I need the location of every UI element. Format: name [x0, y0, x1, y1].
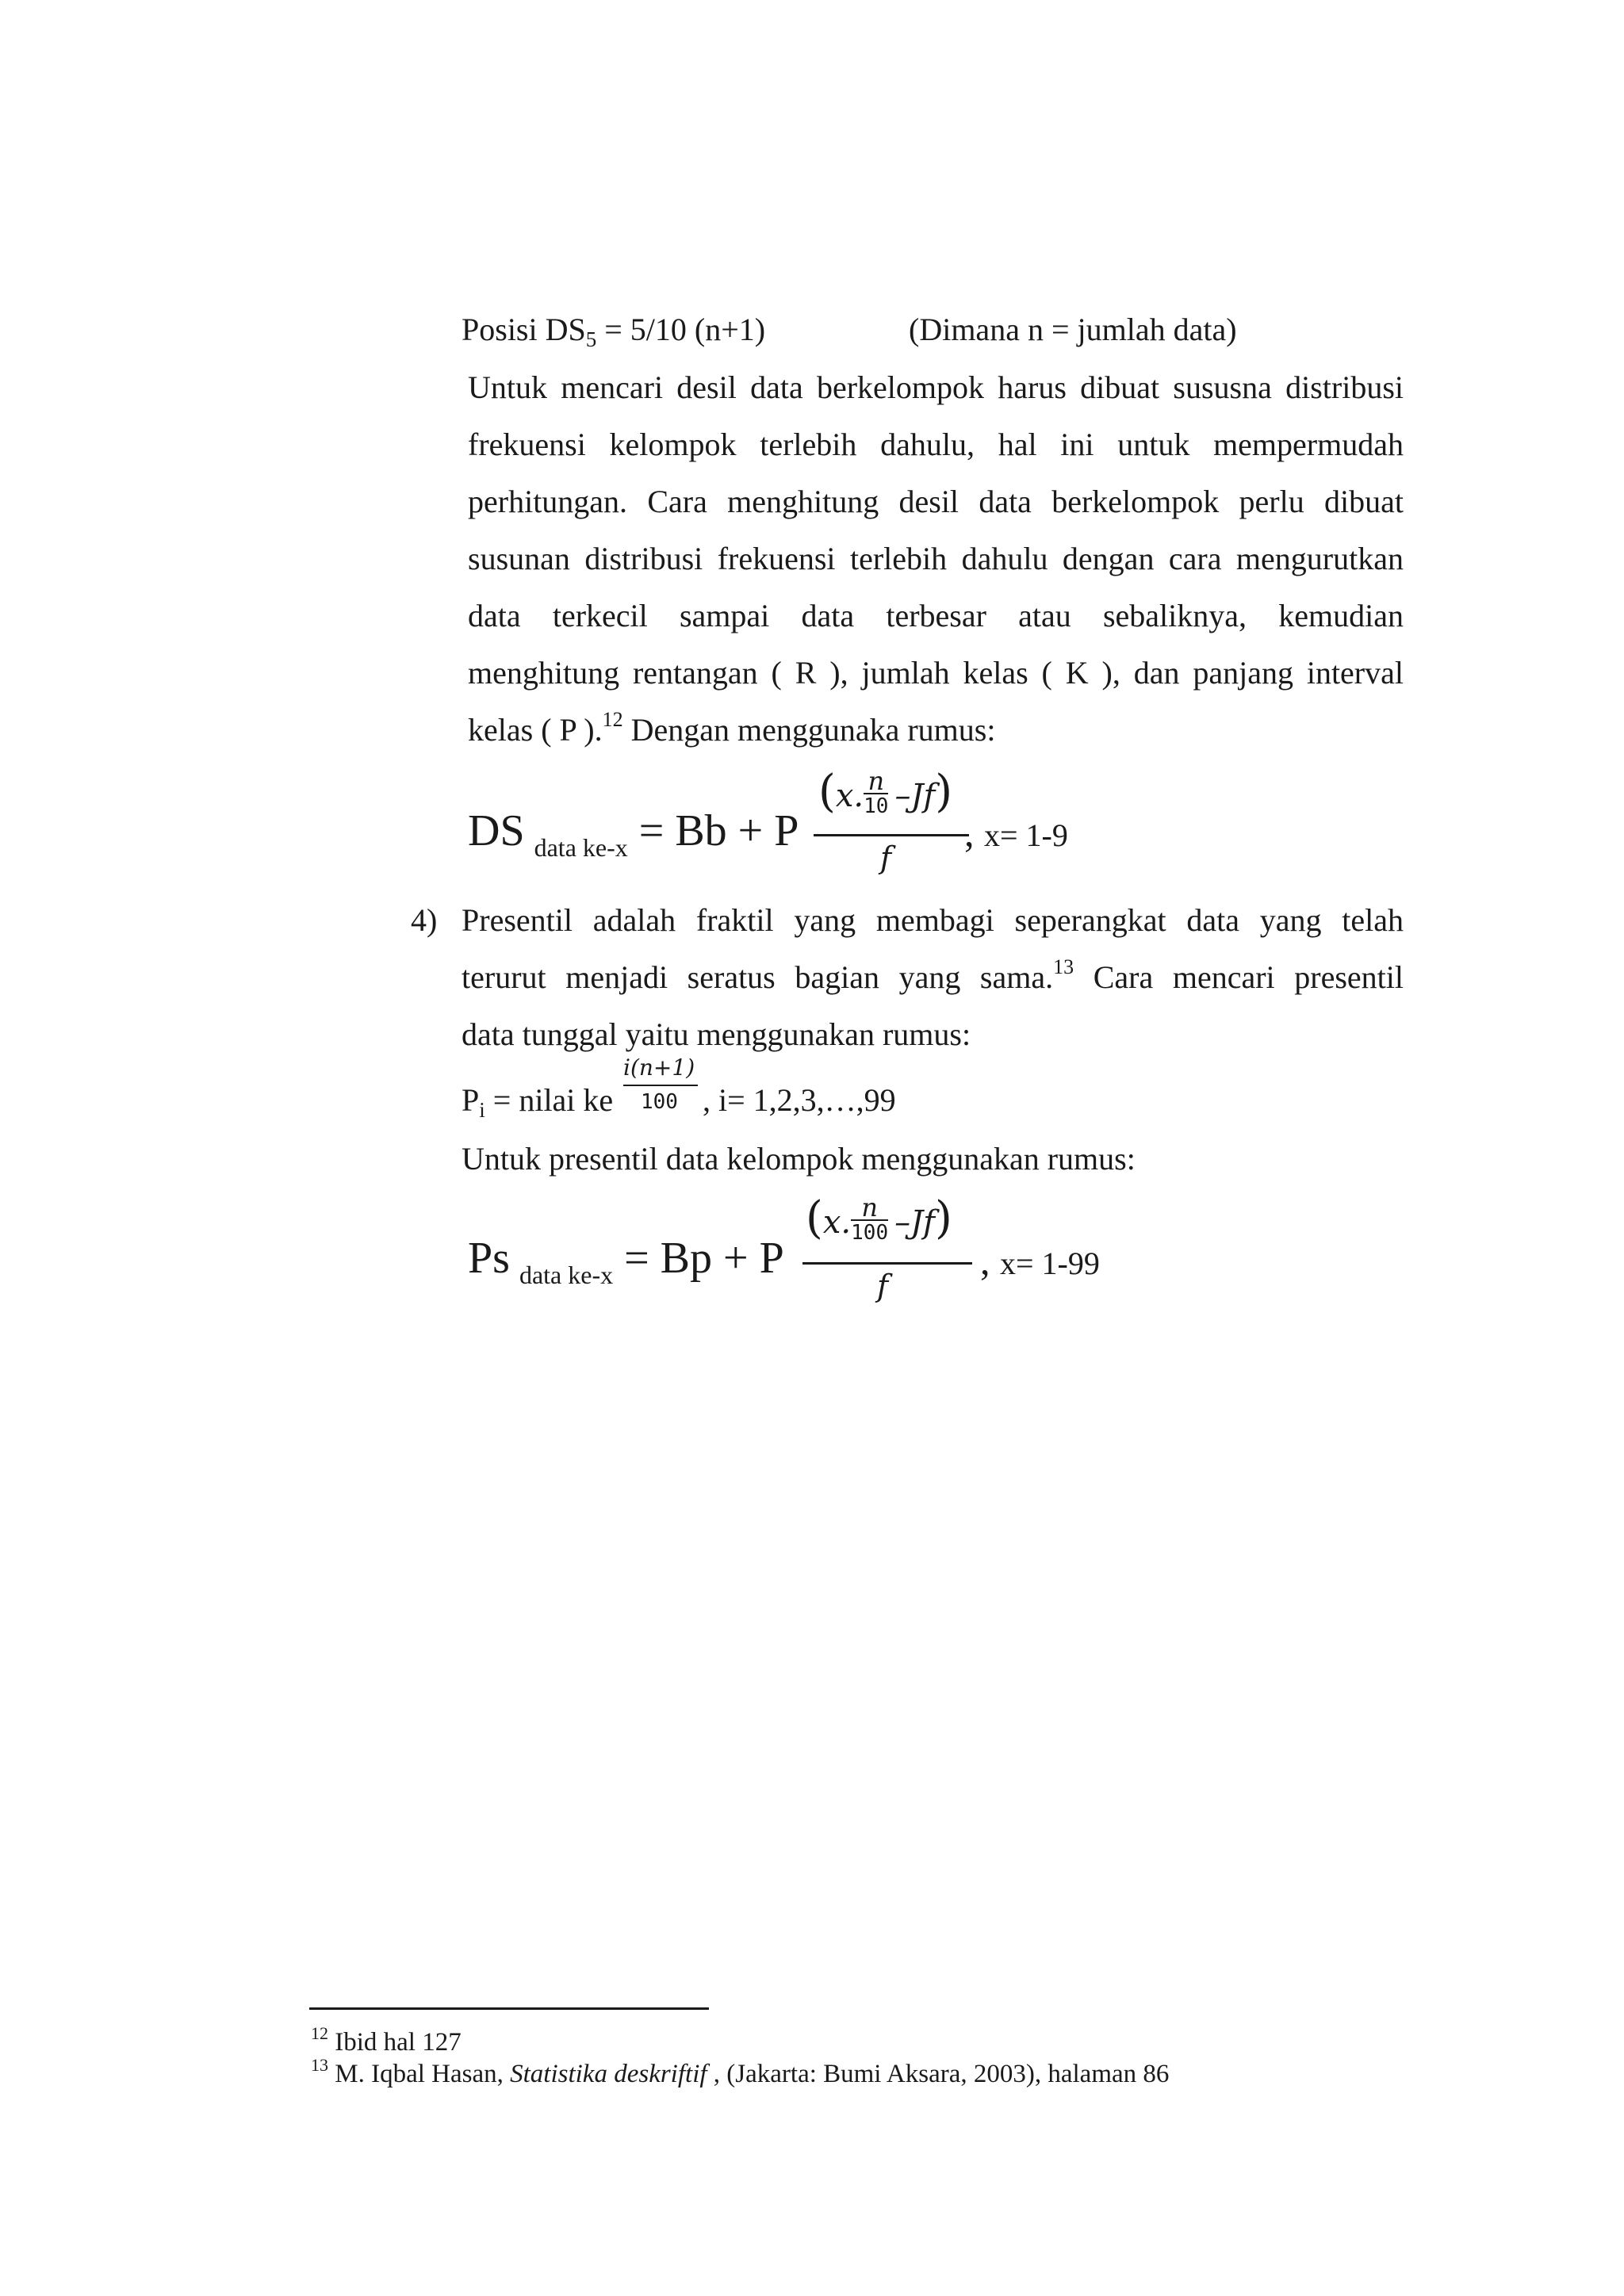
pi-fraction-bar: [623, 1085, 698, 1086]
ds-denominator: f: [880, 840, 892, 875]
ps-comma: ,: [980, 1238, 1000, 1283]
footnote-13-text-b: , (Jakarta: Bumi Aksara, 2003), halaman 86: [707, 2060, 1170, 2088]
ps-inner-frac: [851, 1192, 889, 1245]
ps-inner-num: n: [851, 1196, 888, 1221]
posisi-note: (Dimana n = jumlah data): [909, 312, 1237, 347]
ps-num-x: x.: [822, 1204, 852, 1241]
ps-lhs: [468, 1232, 784, 1290]
footnote-12-text: Ibid hal 127: [328, 2028, 462, 2057]
item4-line-2: [462, 955, 1404, 997]
ds-symbol: DS: [468, 806, 525, 855]
ds-rhs: = Bb + P: [638, 806, 799, 855]
footnote-13-title: Statistika deskriftif: [510, 2060, 707, 2088]
ds-num-rest: –Jf: [894, 778, 936, 814]
para1-line-6: menghitung rentangan ( R ), jumlah kelas ( K ), dan panjang interval: [468, 655, 1404, 691]
footnote-12-number: 12: [311, 2023, 328, 2043]
ps-range: x= 1-99: [1000, 1246, 1100, 1281]
posisi-label: Posisi DS: [462, 312, 586, 347]
ps-subscript: data ke-x: [519, 1261, 614, 1289]
ds-tail: [964, 810, 1068, 855]
footnote-separator: [309, 2007, 709, 2010]
para1-line-2: frekuensi kelompok terlebih dahulu, hal ini untuk mempermudah: [468, 427, 1404, 462]
pi-mid: = nilai ke: [485, 1082, 614, 1118]
footnote-13: [311, 2055, 1170, 2090]
ds-open-paren: (: [818, 766, 836, 817]
pi-denominator: 100: [641, 1090, 678, 1114]
item4-line-1: Presentil adalah fraktil yang membagi seperangkat data yang telah: [462, 902, 1404, 938]
pi-tail: , i= 1,2,3,…,99: [703, 1082, 896, 1118]
ds-numerator: [818, 766, 953, 823]
ps-denominator: f: [877, 1269, 889, 1303]
ds-subscript: data ke-x: [534, 833, 628, 862]
ds-range: x= 1-9: [984, 817, 1068, 853]
footnote-ref-12: 12: [602, 708, 623, 731]
ps-close-paren: ): [934, 1192, 952, 1244]
para2: Untuk presentil data kelompok menggunakan rumus:: [462, 1141, 1136, 1177]
ds-inner-num: n: [864, 769, 888, 794]
item4-line-2a: terurut menjadi seratus bagian yang sama.: [462, 959, 1054, 995]
footnote-13-number: 13: [311, 2055, 328, 2075]
footnote-13-text-a: M. Iqbal Hasan,: [328, 2060, 511, 2088]
ps-rhs: = Bp + P: [624, 1234, 784, 1283]
ps-inner-den: 100: [851, 1221, 889, 1245]
ps-num-rest: –Jf: [894, 1204, 935, 1241]
para1-line-1: Untuk mencari desil data berkelompok harus dibuat sususna distribusi: [468, 369, 1404, 405]
pi-numerator: i(n+1): [623, 1054, 695, 1081]
pi-symbol: P: [462, 1082, 480, 1118]
posisi-subscript: 5: [585, 327, 597, 351]
pi-lhs: [462, 1081, 614, 1122]
ps-symbol: Ps: [468, 1234, 510, 1283]
pi-subscript: i: [479, 1098, 485, 1122]
ds-comma: ,: [964, 810, 984, 855]
ps-open-paren: (: [806, 1192, 823, 1244]
para1-line-3: perhitungan. Cara menghitung desil data berkelompok perlu dibuat: [468, 484, 1404, 519]
para1-line-5: data terkecil sampai data terbesar atau sebaliknya, kemudian: [468, 598, 1404, 633]
footnote-12: [311, 2023, 462, 2058]
para1-line-7: [468, 708, 996, 749]
ds-inner-den: 10: [864, 794, 889, 818]
ds-lhs: [468, 805, 799, 863]
item4-line-3: data tunggal yaitu menggunakan rumus:: [462, 1016, 971, 1052]
ds-num-x: x.: [835, 778, 864, 814]
item4-line-2b: Cara mencari presentil: [1074, 959, 1404, 995]
item4-marker: 4): [411, 902, 438, 938]
para1-line-7a: kelas ( P ).: [468, 712, 603, 748]
footnote-ref-13: 13: [1053, 955, 1074, 978]
ds-inner-frac: [864, 766, 889, 818]
posisi-formula: = 5/10 (n+1): [596, 312, 766, 347]
ds-fraction-bar: [814, 834, 969, 836]
para1-line-7b: Dengan menggunaka rumus:: [622, 712, 996, 748]
posisi-ds5-line: [462, 311, 765, 349]
ps-fraction-bar: [802, 1262, 972, 1265]
ds-close-paren: ): [935, 766, 953, 817]
ps-tail: [980, 1238, 1100, 1283]
ps-numerator: [806, 1192, 952, 1249]
para1-line-4: susunan distribusi frekuensi terlebih dahulu dengan cara mengurutkan: [468, 541, 1404, 576]
